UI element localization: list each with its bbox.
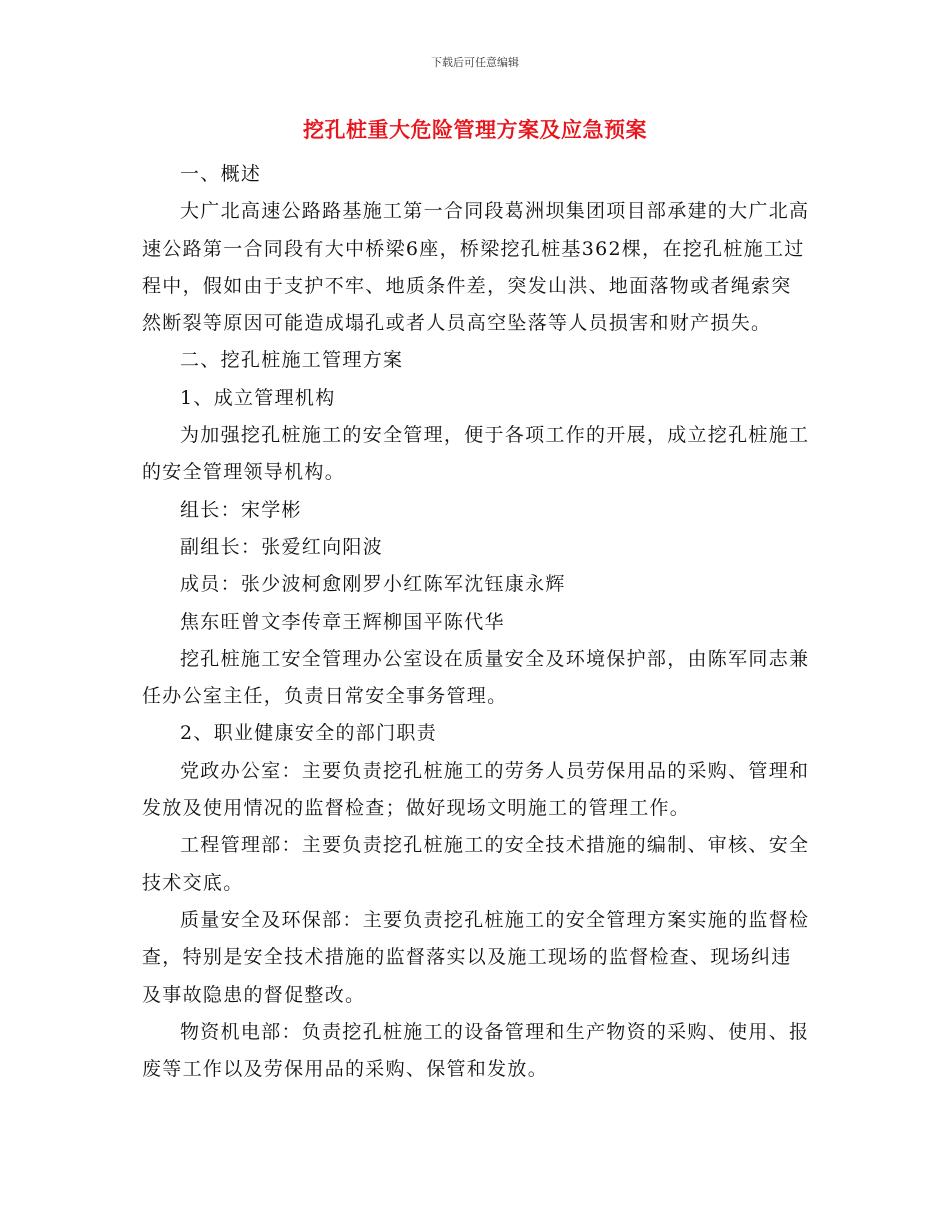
section-heading-overview: 一、概述 [180, 163, 262, 185]
paragraph-party-office: 党政办公室：主要负责挖孔桩施工的劳务人员劳保用品的采购、管理和发放及使用情况的监督检查；做好现场文明施工的管理工作。 [142, 759, 810, 820]
paragraph-overview: 大广北高速公路路基施工第一合同段葛洲坝集团项目部承建的大广北高速公路第一合同段有大中桥梁6座，桥梁挖孔桩基362棵，在挖孔桩施工过程中，假如由于支护不牢、地质条件差，突发山洪、地面落物或者绳索突然断裂等原因可能造成塌孔或者人员高空坠落等人员损害和财产损失。 [142, 200, 810, 335]
paragraph-organization-purpose: 为加强挖孔桩施工的安全管理，便于各项工作的开展，成立挖孔桩施工的安全管理领导机构。 [142, 424, 810, 484]
paragraph-materials-dept: 物资机电部：负责挖孔桩施工的设备管理和生产物资的采购、使用、报废等工作以及劳保用品的采购、保管和发放。 [142, 1020, 810, 1081]
paragraph-engineering-dept: 工程管理部：主要负责挖孔桩施工的安全技术措施的编制、审核、安全技术交底。 [142, 834, 810, 894]
members-line: 成员：张少波柯愈刚罗小红陈军沈钰康永辉 [180, 573, 566, 596]
members-line-continued: 焦东旺曾文李传章王辉柳国平陈代华 [180, 610, 505, 633]
paragraph-quality-safety-dept: 质量安全及环保部：主要负责挖孔桩施工的安全管理方案实施的监督检查，特别是安全技术措施的监督落实以及施工现场的监督检查、现场纠违及事故隐患的督促整改。 [142, 908, 810, 1006]
header-note: 下载后可任意编辑 [431, 56, 519, 69]
document-body [142, 156, 810, 1088]
deputy-leader-line: 副组长：张爱红向阳波 [180, 535, 384, 558]
paragraph-office: 挖孔桩施工安全管理办公室设在质量安全及环境保护部，由陈军同志兼任办公室主任，负责日常安全事务管理。 [142, 647, 810, 708]
document-title: 挖孔桩重大危险管理方案及应急预案 [303, 117, 647, 142]
section-heading-management-plan: 二、挖孔桩施工管理方案 [180, 349, 404, 372]
subheading-establish-organization: 1、成立管理机构 [180, 386, 336, 409]
leader-line: 组长：宋学彬 [180, 498, 302, 521]
subheading-department-duties: 2、职业健康安全的部门职责 [180, 722, 437, 745]
